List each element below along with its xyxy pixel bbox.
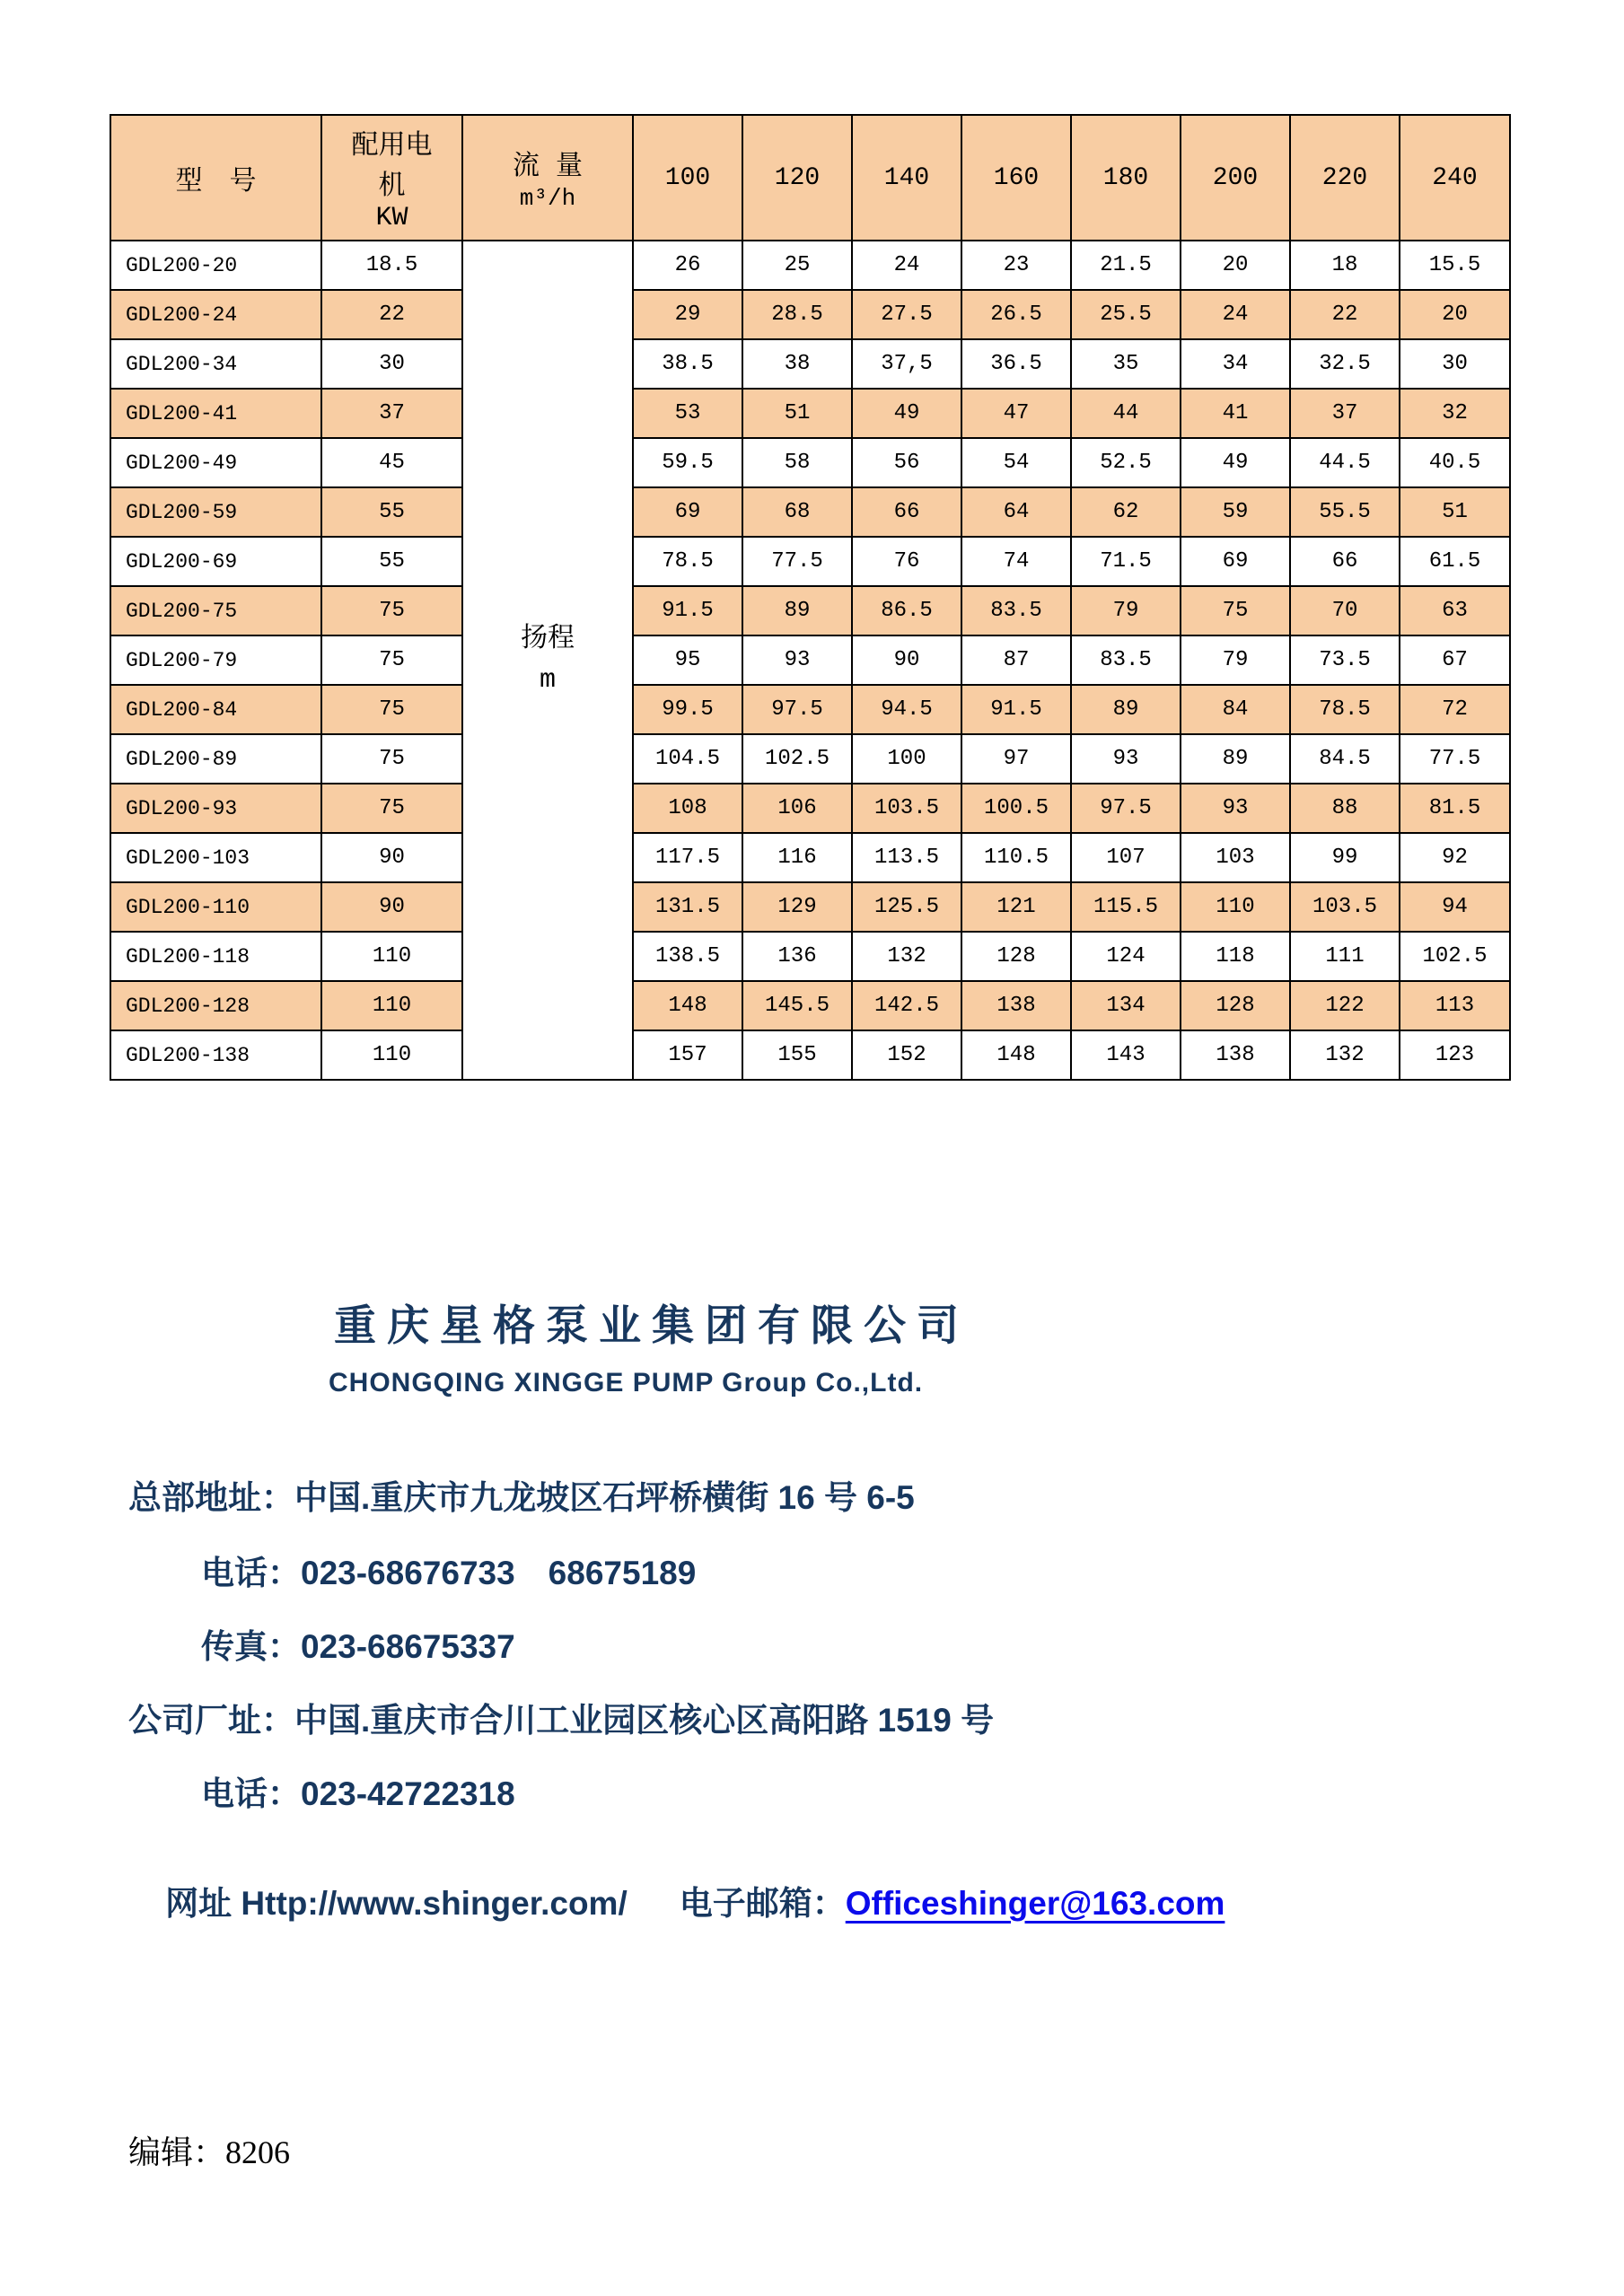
head-value-cell: 69 <box>633 487 742 537</box>
head-value-cell: 93 <box>742 635 852 685</box>
head-value-cell: 84.5 <box>1290 734 1400 784</box>
head-value-cell: 25.5 <box>1071 290 1181 339</box>
head-value-cell: 152 <box>852 1030 961 1080</box>
head-value-cell: 36.5 <box>961 339 1071 389</box>
head-value-cell: 83.5 <box>1071 635 1181 685</box>
header-flow-unit: m³/h <box>519 184 576 212</box>
head-value-cell: 23 <box>961 241 1071 290</box>
head-value-cell: 44 <box>1071 389 1181 438</box>
table-row <box>110 537 1510 586</box>
head-merged-cell: 扬程 m <box>462 241 633 1080</box>
head-value-cell: 138 <box>961 981 1071 1030</box>
head-value-cell: 143 <box>1071 1030 1181 1080</box>
table-row <box>110 487 1510 537</box>
head-value-cell: 134 <box>1071 981 1181 1030</box>
table-row <box>110 882 1510 932</box>
head-value-cell: 122 <box>1290 981 1400 1030</box>
email-link[interactable]: Officeshinger@163.com <box>845 1885 1225 1922</box>
head-value-cell: 89 <box>742 586 852 635</box>
head-value-cell: 93 <box>1071 734 1181 784</box>
head-value-cell: 55.5 <box>1290 487 1400 537</box>
motor-kw-cell: 110 <box>321 981 462 1030</box>
head-value-cell: 106 <box>742 784 852 833</box>
head-value-cell: 125.5 <box>852 882 961 932</box>
head-value-cell: 77.5 <box>742 537 852 586</box>
company-name-cn: 重庆星格泵业集团有限公司 <box>334 1303 970 1350</box>
head-value-cell: 89 <box>1181 734 1290 784</box>
head-value-cell: 102.5 <box>1400 932 1510 981</box>
model-cell: GDL200-41 <box>110 389 321 438</box>
head-value-cell: 63 <box>1400 586 1510 635</box>
motor-kw-cell: 110 <box>321 932 462 981</box>
head-value-cell: 74 <box>961 537 1071 586</box>
motor-kw-cell: 75 <box>321 586 462 635</box>
head-value-cell: 62 <box>1071 487 1181 537</box>
head-value-cell: 94 <box>1400 882 1510 932</box>
table-row <box>110 784 1510 833</box>
head-value-cell: 110.5 <box>961 833 1071 882</box>
head-value-cell: 131.5 <box>633 882 742 932</box>
head-value-cell: 30 <box>1400 339 1510 389</box>
head-value-cell: 86.5 <box>852 586 961 635</box>
table-row <box>110 586 1510 635</box>
head-value-cell: 21.5 <box>1071 241 1181 290</box>
head-value-cell: 15.5 <box>1400 241 1510 290</box>
head-value-cell: 73.5 <box>1290 635 1400 685</box>
head-value-cell: 51 <box>1400 487 1510 537</box>
head-value-cell: 97.5 <box>1071 784 1181 833</box>
head-value-cell: 148 <box>633 981 742 1030</box>
head-value-cell: 35 <box>1071 339 1181 389</box>
table-row <box>110 635 1510 685</box>
head-value-cell: 22 <box>1290 290 1400 339</box>
head-value-cell: 37,5 <box>852 339 961 389</box>
head-value-cell: 61.5 <box>1400 537 1510 586</box>
head-value-cell: 116 <box>742 833 852 882</box>
header-flow-220: 220 <box>1290 115 1400 241</box>
factory-address-line: 公司厂址：中国.重庆市合川工业园区核心区高阳路 1519 号 <box>128 1702 995 1739</box>
email-label: 电子邮箱： <box>679 1885 846 1922</box>
head-value-cell: 107 <box>1071 833 1181 882</box>
head-value-cell: 79 <box>1181 635 1290 685</box>
motor-kw-cell: 55 <box>321 537 462 586</box>
head-value-cell: 87 <box>961 635 1071 685</box>
head-value-cell: 104.5 <box>633 734 742 784</box>
head-value-cell: 20 <box>1400 290 1510 339</box>
head-value-cell: 97.5 <box>742 685 852 734</box>
head-value-cell: 103.5 <box>1290 882 1400 932</box>
head-value-cell: 118 <box>1181 932 1290 981</box>
fax-line: 传真：023-68675337 <box>201 1628 515 1665</box>
head-value-cell: 24 <box>852 241 961 290</box>
head-value-cell: 91.5 <box>633 586 742 635</box>
header-flow-240: 240 <box>1400 115 1510 241</box>
motor-kw-cell: 45 <box>321 438 462 487</box>
head-value-cell: 91.5 <box>961 685 1071 734</box>
head-value-cell: 145.5 <box>742 981 852 1030</box>
head-value-cell: 138 <box>1181 1030 1290 1080</box>
table-header-row <box>110 115 1510 241</box>
model-cell: GDL200-20 <box>110 241 321 290</box>
model-cell: GDL200-59 <box>110 487 321 537</box>
pump-spec-table <box>110 114 1511 1081</box>
head-value-cell: 99 <box>1290 833 1400 882</box>
head-value-cell: 100 <box>852 734 961 784</box>
head-value-cell: 79 <box>1071 586 1181 635</box>
factory-phone-line: 电话：023-42722318 <box>201 1775 515 1812</box>
motor-kw-cell: 75 <box>321 784 462 833</box>
motor-kw-cell: 75 <box>321 635 462 685</box>
head-value-cell: 66 <box>852 487 961 537</box>
model-cell: GDL200-75 <box>110 586 321 635</box>
head-value-cell: 49 <box>1181 438 1290 487</box>
header-model: 型 号 <box>110 115 321 241</box>
head-value-cell: 24 <box>1181 290 1290 339</box>
head-value-cell: 34 <box>1181 339 1290 389</box>
head-value-cell: 32 <box>1400 389 1510 438</box>
head-value-cell: 92 <box>1400 833 1510 882</box>
header-flow-100: 100 <box>633 115 742 241</box>
company-name-en: CHONGQING XINGGE PUMP Group Co.,Ltd. <box>329 1368 924 1398</box>
table-row <box>110 734 1510 784</box>
table-row <box>110 981 1510 1030</box>
head-value-cell: 89 <box>1071 685 1181 734</box>
header-flow-label: 流 量 <box>512 152 583 183</box>
head-value-cell: 58 <box>742 438 852 487</box>
head-value-cell: 47 <box>961 389 1071 438</box>
editor-note: 编辑：8206 <box>128 2134 291 2170</box>
website-text: 网址 Http://www.shinger.com/ <box>165 1885 628 1922</box>
header-flow-200: 200 <box>1181 115 1290 241</box>
head-value-cell: 83.5 <box>961 586 1071 635</box>
table-header <box>110 115 1510 241</box>
head-value-cell: 111 <box>1290 932 1400 981</box>
head-value-cell: 56 <box>852 438 961 487</box>
motor-kw-cell: 90 <box>321 833 462 882</box>
motor-kw-cell: 22 <box>321 290 462 339</box>
head-value-cell: 93 <box>1181 784 1290 833</box>
model-cell: GDL200-34 <box>110 339 321 389</box>
head-value-cell: 44.5 <box>1290 438 1400 487</box>
model-cell: GDL200-118 <box>110 932 321 981</box>
head-value-cell: 90 <box>852 635 961 685</box>
model-cell: GDL200-138 <box>110 1030 321 1080</box>
model-cell: GDL200-128 <box>110 981 321 1030</box>
head-value-cell: 75 <box>1181 586 1290 635</box>
head-value-cell: 38.5 <box>633 339 742 389</box>
head-value-cell: 113.5 <box>852 833 961 882</box>
head-value-cell: 52.5 <box>1071 438 1181 487</box>
header-motor-line1: 配用电 <box>351 132 433 162</box>
head-value-cell: 71.5 <box>1071 537 1181 586</box>
head-value-cell: 103 <box>1181 833 1290 882</box>
head-value-cell: 66 <box>1290 537 1400 586</box>
head-value-cell: 59 <box>1181 487 1290 537</box>
head-value-cell: 59.5 <box>633 438 742 487</box>
head-value-cell: 95 <box>633 635 742 685</box>
motor-kw-cell: 37 <box>321 389 462 438</box>
table-row <box>110 685 1510 734</box>
head-value-cell: 78.5 <box>633 537 742 586</box>
head-value-cell: 51 <box>742 389 852 438</box>
head-value-cell: 142.5 <box>852 981 961 1030</box>
table-row <box>110 833 1510 882</box>
head-value-cell: 18 <box>1290 241 1400 290</box>
model-cell: GDL200-89 <box>110 734 321 784</box>
head-value-cell: 117.5 <box>633 833 742 882</box>
head-value-cell: 115.5 <box>1071 882 1181 932</box>
head-value-cell: 78.5 <box>1290 685 1400 734</box>
model-cell: GDL200-84 <box>110 685 321 734</box>
table-row <box>110 339 1510 389</box>
head-value-cell: 32.5 <box>1290 339 1400 389</box>
table-row <box>110 438 1510 487</box>
head-value-cell: 88 <box>1290 784 1400 833</box>
head-value-cell: 68 <box>742 487 852 537</box>
head-value-cell: 40.5 <box>1400 438 1510 487</box>
head-value-cell: 76 <box>852 537 961 586</box>
hq-address-line: 总部地址：中国.重庆市九龙坡区石坪桥横街 16 号 6-5 <box>128 1479 915 1516</box>
head-value-cell: 41 <box>1181 389 1290 438</box>
table-row <box>110 290 1510 339</box>
motor-kw-cell: 30 <box>321 339 462 389</box>
head-value-cell: 110 <box>1181 882 1290 932</box>
web-email-line <box>128 1838 1225 1962</box>
motor-kw-cell: 55 <box>321 487 462 537</box>
motor-kw-cell: 75 <box>321 685 462 734</box>
head-value-cell: 37 <box>1290 389 1400 438</box>
head-value-cell: 128 <box>961 932 1071 981</box>
head-value-cell: 53 <box>633 389 742 438</box>
head-value-cell: 25 <box>742 241 852 290</box>
head-value-cell: 69 <box>1181 537 1290 586</box>
head-value-cell: 129 <box>742 882 852 932</box>
header-motor-kw <box>321 115 462 241</box>
table-row <box>110 1030 1510 1080</box>
head-value-cell: 99.5 <box>633 685 742 734</box>
head-value-cell: 29 <box>633 290 742 339</box>
head-value-cell: 77.5 <box>1400 734 1510 784</box>
head-value-cell: 102.5 <box>742 734 852 784</box>
head-value-cell: 128 <box>1181 981 1290 1030</box>
head-value-cell: 84 <box>1181 685 1290 734</box>
header-motor-line2: 机 <box>378 172 406 203</box>
model-cell: GDL200-24 <box>110 290 321 339</box>
head-value-cell: 100.5 <box>961 784 1071 833</box>
table-row <box>110 932 1510 981</box>
head-value-cell: 113 <box>1400 981 1510 1030</box>
head-value-cell: 27.5 <box>852 290 961 339</box>
head-value-cell: 49 <box>852 389 961 438</box>
header-flow <box>462 115 633 241</box>
header-flow-120: 120 <box>742 115 852 241</box>
head-value-cell: 121 <box>961 882 1071 932</box>
head-value-cell: 148 <box>961 1030 1071 1080</box>
table-row <box>110 241 1510 290</box>
head-value-cell: 157 <box>633 1030 742 1080</box>
model-cell: GDL200-69 <box>110 537 321 586</box>
head-value-cell: 155 <box>742 1030 852 1080</box>
model-cell: GDL200-79 <box>110 635 321 685</box>
head-value-cell: 54 <box>961 438 1071 487</box>
head-value-cell: 132 <box>852 932 961 981</box>
header-flow-140: 140 <box>852 115 961 241</box>
header-flow-160: 160 <box>961 115 1071 241</box>
head-value-cell: 108 <box>633 784 742 833</box>
header-motor-line3: KW <box>375 203 408 233</box>
header-flow-180: 180 <box>1071 115 1181 241</box>
head-value-cell: 28.5 <box>742 290 852 339</box>
head-value-cell: 67 <box>1400 635 1510 685</box>
head-value-cell: 132 <box>1290 1030 1400 1080</box>
head-value-cell: 26.5 <box>961 290 1071 339</box>
head-value-cell: 81.5 <box>1400 784 1510 833</box>
head-value-cell: 20 <box>1181 241 1290 290</box>
pump-table-body <box>110 241 1510 1080</box>
model-cell: GDL200-110 <box>110 882 321 932</box>
motor-kw-cell: 75 <box>321 734 462 784</box>
model-cell: GDL200-49 <box>110 438 321 487</box>
head-value-cell: 103.5 <box>852 784 961 833</box>
head-value-cell: 64 <box>961 487 1071 537</box>
motor-kw-cell: 90 <box>321 882 462 932</box>
head-value-cell: 136 <box>742 932 852 981</box>
head-value-cell: 70 <box>1290 586 1400 635</box>
motor-kw-cell: 110 <box>321 1030 462 1080</box>
head-value-cell: 72 <box>1400 685 1510 734</box>
model-cell: GDL200-93 <box>110 784 321 833</box>
model-cell: GDL200-103 <box>110 833 321 882</box>
head-value-cell: 138.5 <box>633 932 742 981</box>
head-value-cell: 124 <box>1071 932 1181 981</box>
head-value-cell: 97 <box>961 734 1071 784</box>
head-value-cell: 94.5 <box>852 685 961 734</box>
head-value-cell: 26 <box>633 241 742 290</box>
hq-phone-line: 电话：023-68676733 68675189 <box>201 1555 697 1591</box>
head-value-cell: 38 <box>742 339 852 389</box>
table-row <box>110 389 1510 438</box>
motor-kw-cell: 18.5 <box>321 241 462 290</box>
head-value-cell: 123 <box>1400 1030 1510 1080</box>
